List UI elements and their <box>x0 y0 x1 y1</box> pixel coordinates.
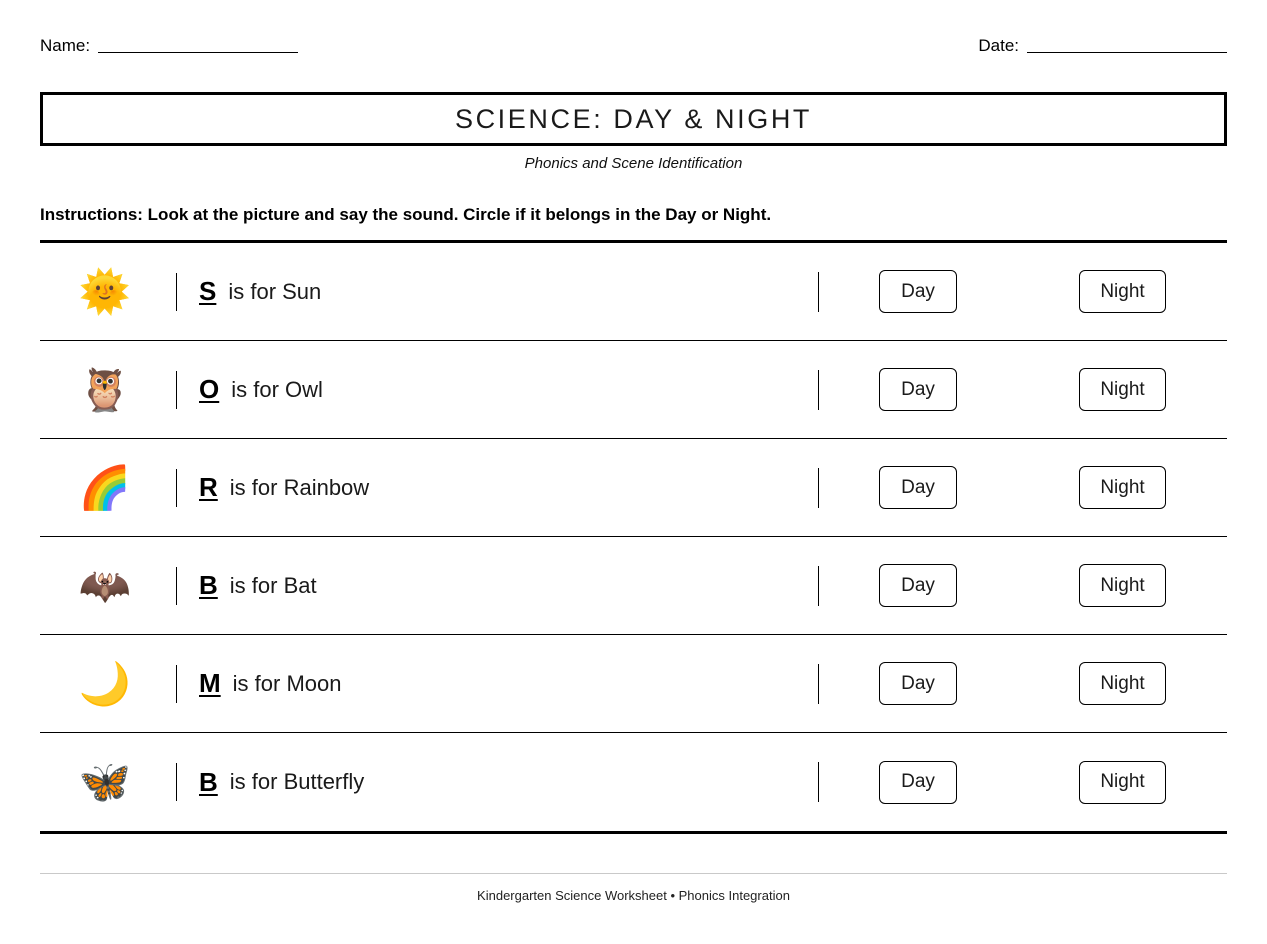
item-phrase-text: is for Moon <box>232 670 342 696</box>
name-input-line[interactable] <box>98 52 298 53</box>
date-input-line[interactable] <box>1027 52 1227 53</box>
student-meta-row <box>40 36 1227 66</box>
choice-divider <box>818 762 819 802</box>
item-phrase <box>170 665 818 703</box>
item-phrase <box>170 469 818 507</box>
item-letter: M <box>199 668 221 698</box>
night-choice-button[interactable]: Night <box>1079 270 1166 313</box>
phrase-divider <box>176 665 177 703</box>
choice-cell <box>879 761 1166 804</box>
item-letter: B <box>199 766 218 797</box>
date-field <box>978 36 1227 56</box>
item-phrase <box>170 763 818 801</box>
night-choice-button[interactable]: Night <box>1079 368 1166 411</box>
item-phrase-text: is for Sun <box>228 278 322 304</box>
page-title: SCIENCE: DAY & NIGHT <box>454 103 813 134</box>
choice-cell <box>879 270 1166 313</box>
day-choice-button[interactable]: Day <box>879 368 957 411</box>
item-phrase-text: is for Rainbow <box>229 474 370 500</box>
instructions-text: Instructions: Look at the picture and say the sound. Circle if it belongs in the Day or Night. <box>40 205 772 224</box>
sun-icon: 🌞 <box>78 266 132 316</box>
day-choice-button[interactable]: Day <box>879 662 957 705</box>
choice-cell <box>879 662 1166 705</box>
name-field <box>40 36 298 56</box>
choice-divider <box>818 664 819 704</box>
crescent-moon-icon: 🌙 <box>78 658 132 708</box>
choice-divider <box>818 468 819 508</box>
item-letter: B <box>199 570 218 600</box>
butterfly-icon: 🦋 <box>78 757 132 806</box>
choice-cell <box>879 368 1166 411</box>
item-letter: R <box>199 472 218 502</box>
item-phrase <box>170 371 818 409</box>
phrase-divider <box>176 567 177 605</box>
item-phrase-text: is for Butterfly <box>229 769 365 794</box>
footer-text: Kindergarten Science Worksheet • Phonics Integration <box>477 888 790 903</box>
phrase-divider <box>176 763 177 801</box>
worksheet-item-row <box>40 341 1227 439</box>
footer-divider <box>40 873 1227 874</box>
item-phrase <box>170 273 818 311</box>
day-choice-button[interactable]: Day <box>879 564 957 607</box>
day-choice-button[interactable]: Day <box>879 761 957 804</box>
worksheet-item-row <box>40 635 1227 733</box>
choice-divider <box>818 272 819 312</box>
choice-cell <box>879 466 1166 509</box>
item-phrase-text: is for Owl <box>231 376 323 402</box>
choice-cell <box>879 564 1166 607</box>
item-phrase <box>170 567 818 605</box>
worksheet-item-row <box>40 733 1227 831</box>
day-choice-button[interactable]: Day <box>879 466 957 509</box>
choice-divider <box>818 566 819 606</box>
bat-icon: 🦇 <box>78 560 132 610</box>
item-phrase-text: is for Bat <box>229 572 317 598</box>
owl-icon: 🦉 <box>78 364 132 414</box>
night-choice-button[interactable]: Night <box>1079 564 1166 607</box>
title-box <box>40 92 1227 146</box>
phrase-divider <box>176 371 177 409</box>
choice-divider <box>818 370 819 410</box>
worksheet-item-row <box>40 243 1227 341</box>
name-label: Name: <box>40 36 91 55</box>
night-choice-button[interactable]: Night <box>1079 466 1166 509</box>
phrase-divider <box>176 273 177 311</box>
rainbow-icon: 🌈 <box>78 462 132 512</box>
phrase-divider <box>176 469 177 507</box>
night-choice-button[interactable]: Night <box>1079 662 1166 705</box>
item-letter: O <box>199 374 220 404</box>
night-choice-button[interactable]: Night <box>1079 761 1166 804</box>
page-subtitle: Phonics and Scene Identification <box>524 155 743 172</box>
item-letter: S <box>199 276 217 306</box>
worksheet-items-list <box>40 240 1227 834</box>
date-label: Date: <box>978 36 1019 55</box>
worksheet-item-row <box>40 537 1227 635</box>
worksheet-item-row <box>40 439 1227 537</box>
day-choice-button[interactable]: Day <box>879 270 957 313</box>
